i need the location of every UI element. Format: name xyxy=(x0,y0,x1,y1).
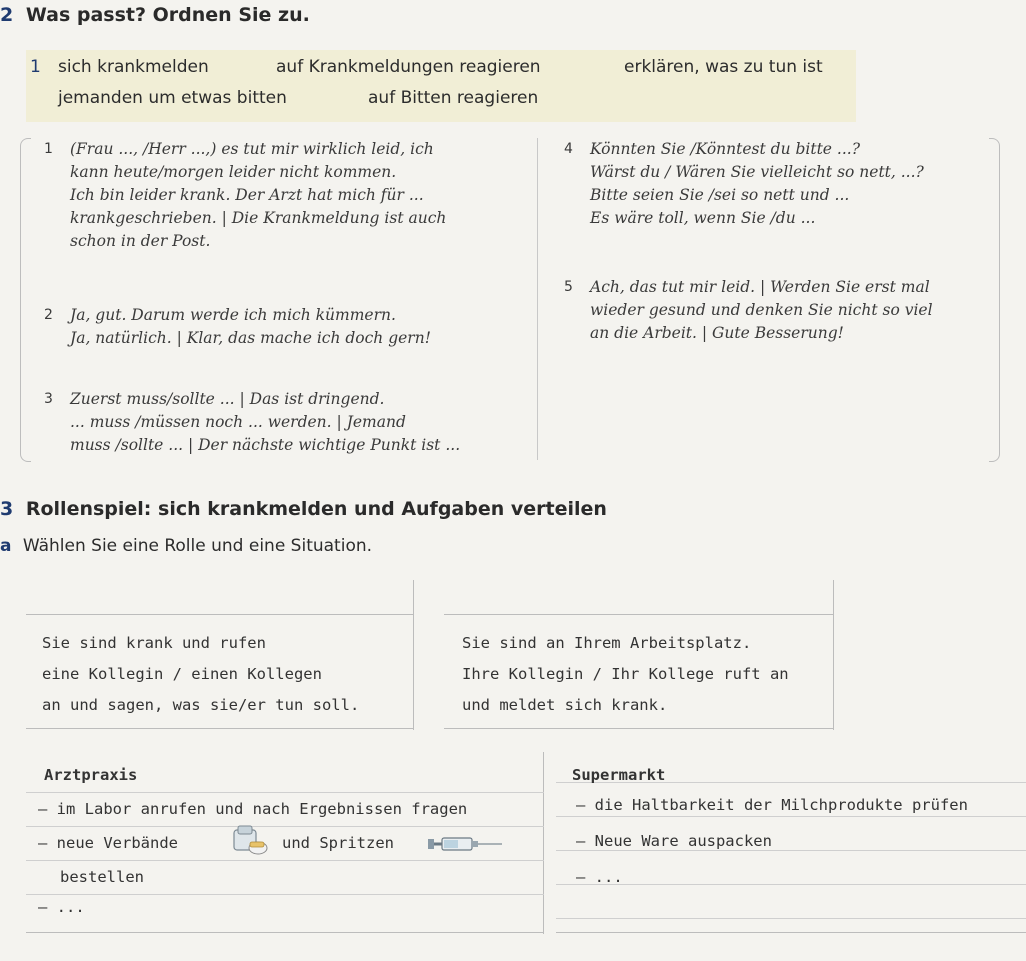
item-5-line: an die Arbeit. | Gute Besserung! xyxy=(590,324,844,342)
situation-supermarkt-line: – Neue Ware auspacken xyxy=(576,832,772,850)
role-card-2[interactable] xyxy=(444,580,834,730)
situation-supermarkt-line: – ... xyxy=(576,868,623,886)
phrase-list-number: 1 xyxy=(30,57,41,77)
exercise-3-title: Rollenspiel: sich krankmelden und Aufgaben verteilen xyxy=(25,498,607,520)
phrase-auf-bitten-reagieren: auf Bitten reagieren xyxy=(368,88,539,108)
exercise-3a-text: Wählen Sie eine Rolle und eine Situation. xyxy=(22,536,373,556)
exercise-2-number: 2 xyxy=(0,4,14,26)
situation-arztpraxis-line: bestellen xyxy=(60,868,144,886)
item-5-line: wieder gesund und denken Sie nicht so viel xyxy=(590,301,933,319)
item-1-line: kann heute/morgen leider nicht kommen. xyxy=(70,163,397,181)
role-card-1[interactable] xyxy=(26,580,414,730)
item-1-line: Ich bin leider krank. Der Arzt hat mich für ... xyxy=(70,186,424,204)
item-1-number: 1 xyxy=(44,141,53,157)
role-card-1-line: Sie sind krank und rufen xyxy=(42,634,266,652)
situation-arztpraxis-title: Arztpraxis xyxy=(44,766,138,784)
item-3-line: ... muss /müssen noch ... werden. | Jemand xyxy=(70,413,406,431)
role-card-2-line: Sie sind an Ihrem Arbeitsplatz. xyxy=(462,634,752,652)
exercise-2-heading xyxy=(0,4,310,26)
item-1-line: krankgeschrieben. | Die Krankmeldung ist auch xyxy=(70,209,447,227)
item-4-line: Wärst du / Wären Sie vielleicht so nett, ...? xyxy=(590,163,924,181)
situation-arztpraxis-line: – ... xyxy=(38,898,85,916)
item-5-line: Ach, das tut mir leid. | Werden Sie erst mal xyxy=(590,278,930,296)
exercise-3-number: 3 xyxy=(0,498,14,520)
item-2-line: Ja, gut. Darum werde ich mich kümmern. xyxy=(70,306,396,324)
item-4-number: 4 xyxy=(564,141,573,157)
item-2-line: Ja, natürlich. | Klar, das mache ich doch gern! xyxy=(70,329,431,347)
situation-card-arztpraxis[interactable] xyxy=(26,752,544,934)
exercise-3-heading xyxy=(0,498,607,520)
role-card-2-line: Ihre Kollegin / Ihr Kollege ruft an xyxy=(462,665,789,683)
phrase-jemanden-um-etwas-bitten: jemanden um etwas bitten xyxy=(58,88,287,108)
exercise-2-title: Was passt? Ordnen Sie zu. xyxy=(25,4,310,26)
situation-supermarkt-title: Supermarkt xyxy=(572,766,666,784)
situation-arztpraxis-line: und Spritzen xyxy=(282,834,394,852)
item-3-line: Zuerst muss/sollte ... | Das ist dringend. xyxy=(70,390,385,408)
situation-arztpraxis-line: – neue Verbände xyxy=(38,834,178,852)
item-1-line: (Frau ..., /Herr ...,) es tut mir wirklich leid, ich xyxy=(70,140,434,158)
item-5-number: 5 xyxy=(564,279,573,295)
phrase-erklaeren: erklären, was zu tun ist xyxy=(624,57,823,77)
item-3-number: 3 xyxy=(44,391,53,407)
situation-supermarkt-line: – die Haltbarkeit der Milchprodukte prüfen xyxy=(576,796,968,814)
syringe-icon xyxy=(426,832,504,856)
item-4-line: Es wäre toll, wenn Sie /du ... xyxy=(590,209,816,227)
bandage-icon xyxy=(230,822,270,858)
role-card-1-line: eine Kollegin / einen Kollegen xyxy=(42,665,322,683)
exercise-3a-letter: a xyxy=(0,536,12,556)
situation-arztpraxis-line: – im Labor anrufen und nach Ergebnissen fragen xyxy=(38,800,468,818)
role-card-1-line: an und sagen, was sie/er tun soll. xyxy=(42,696,360,714)
item-2-number: 2 xyxy=(44,307,53,323)
phrase-auf-krankmeldungen-reagieren: auf Krankmeldungen reagieren xyxy=(276,57,541,77)
item-4-line: Könnten Sie /Könntest du bitte ...? xyxy=(590,140,861,158)
role-card-2-line: und meldet sich krank. xyxy=(462,696,668,714)
item-3-line: muss /sollte ... | Der nächste wichtige Punkt ist ... xyxy=(70,436,461,454)
exercise-3a xyxy=(0,536,372,556)
item-4-line: Bitte seien Sie /sei so nett und ... xyxy=(590,186,850,204)
situation-card-supermarkt[interactable] xyxy=(556,752,1026,934)
phrase-sich-krankmelden: sich krankmelden xyxy=(58,57,209,77)
item-1-line: schon in der Post. xyxy=(70,232,211,250)
